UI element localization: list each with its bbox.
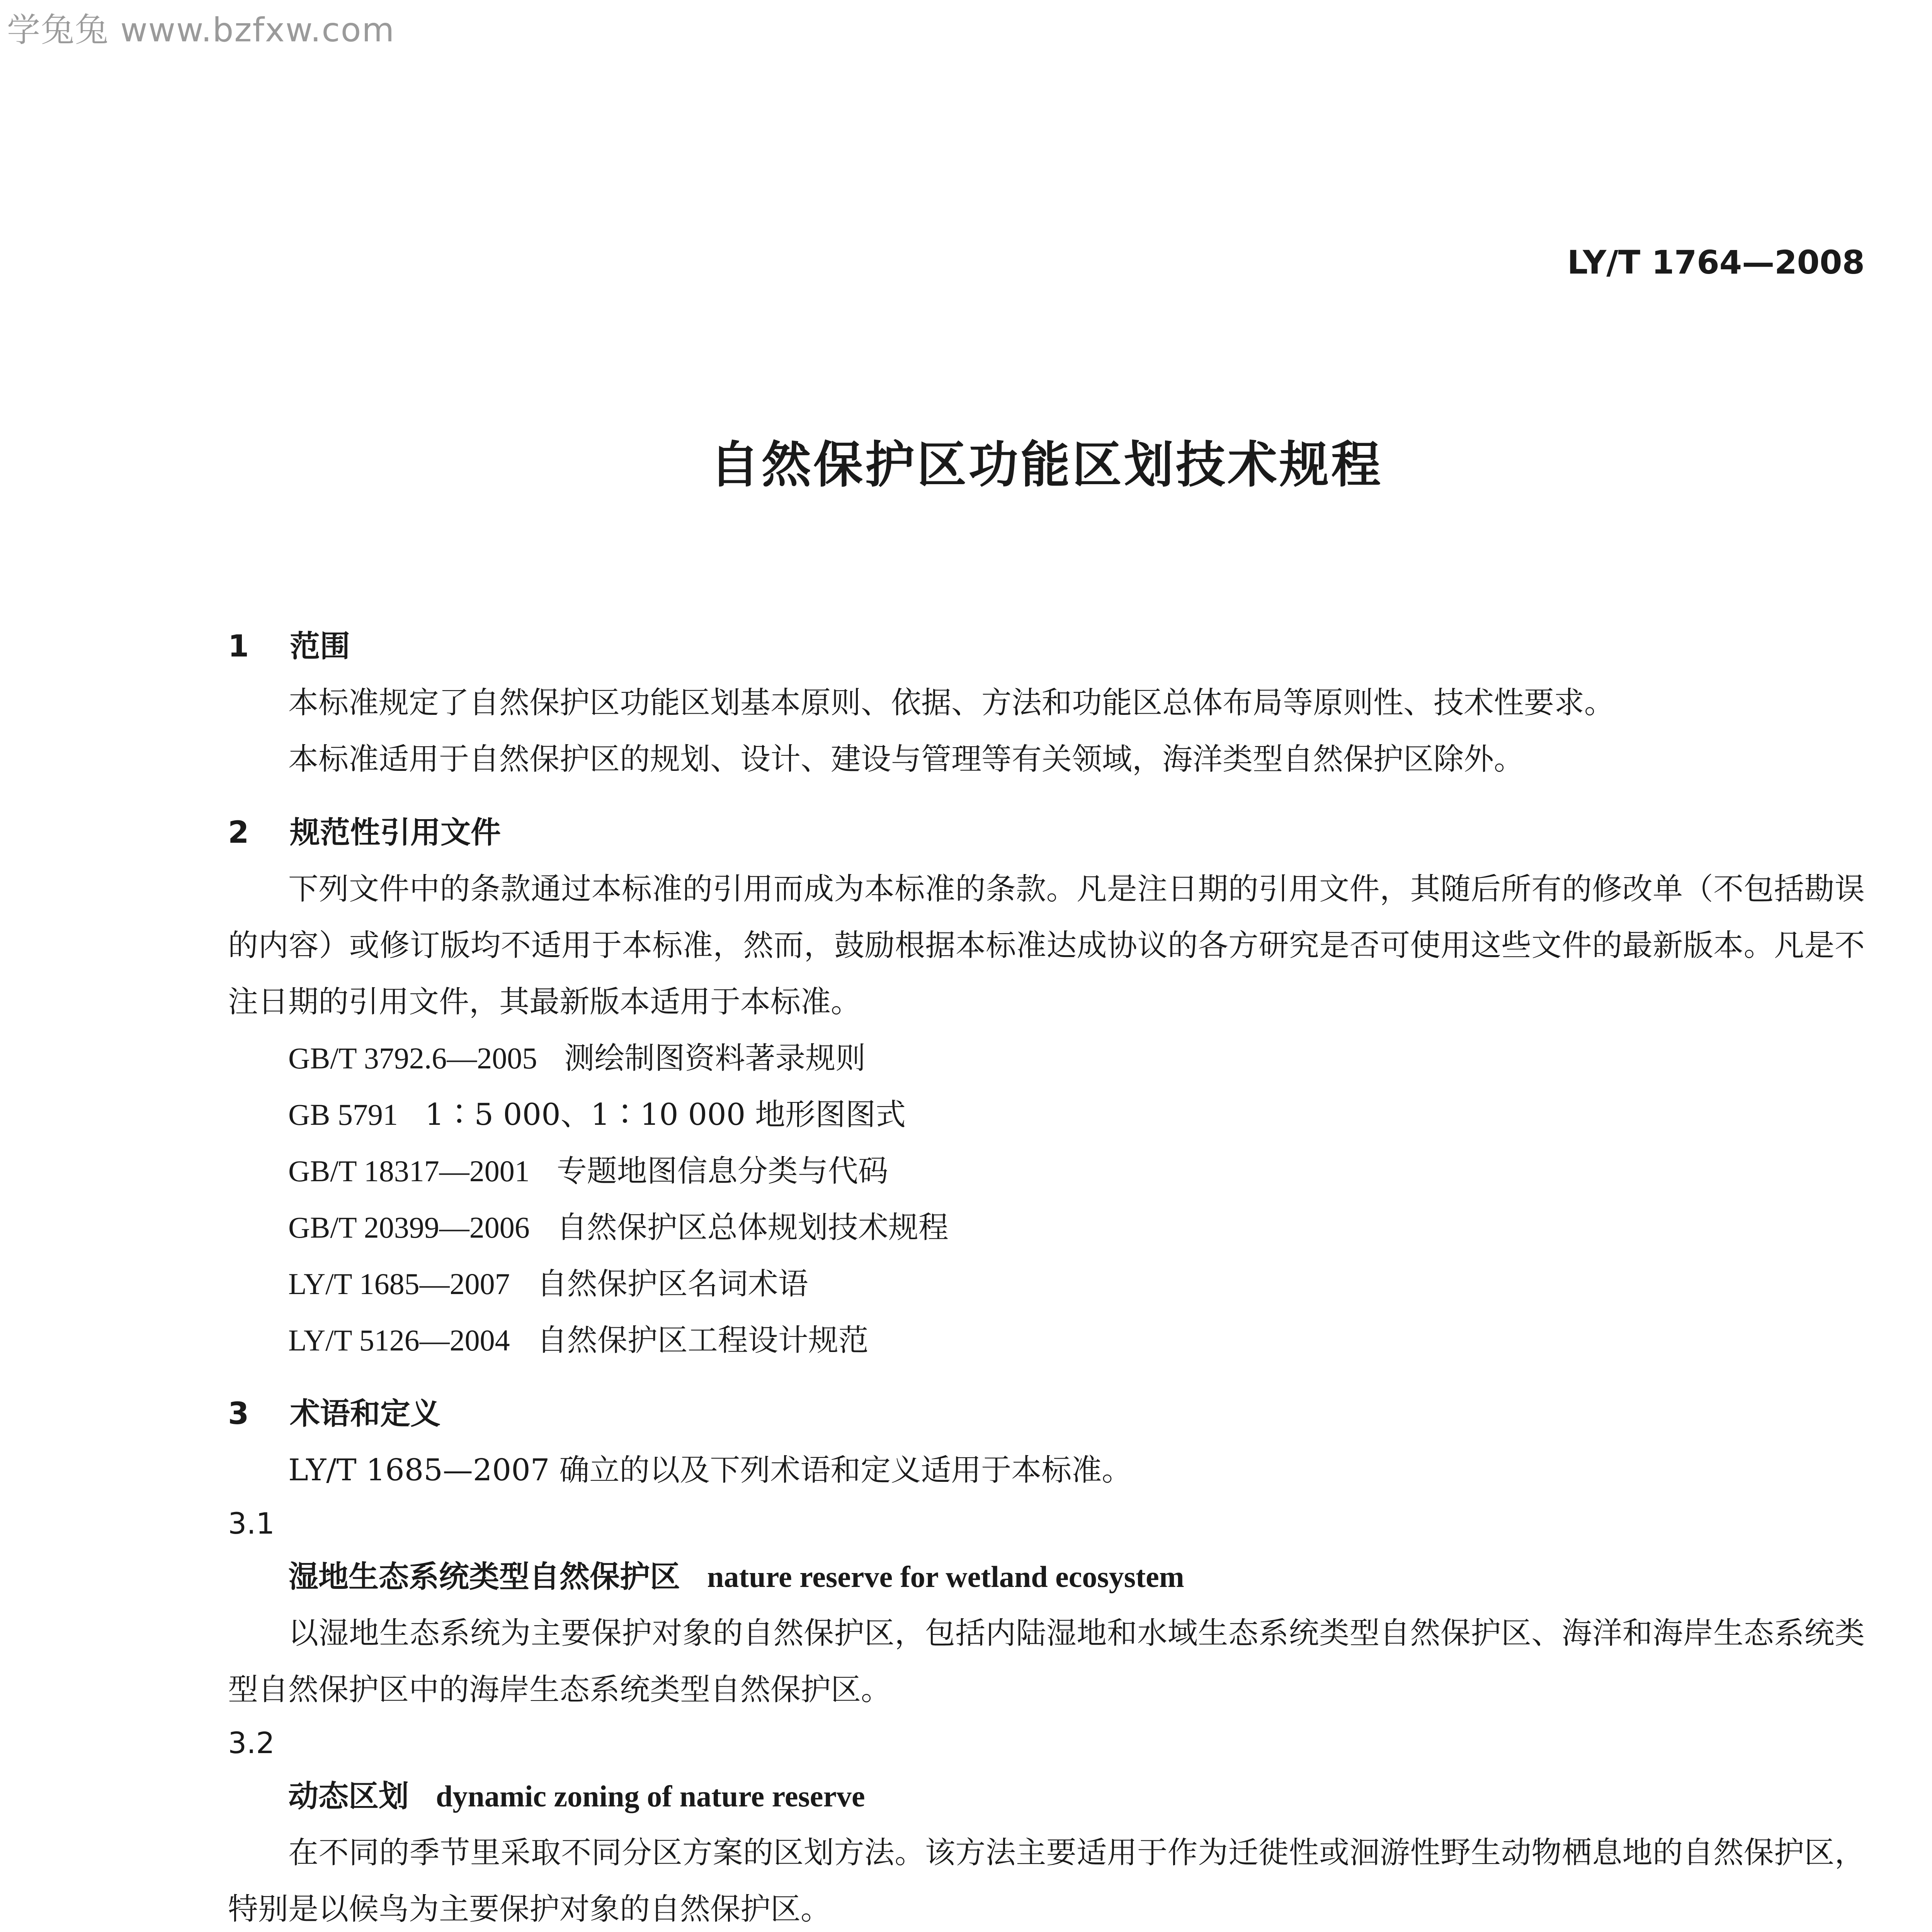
term-definition: 以湿地生态系统为主要保护对象的自然保护区，包括内陆湿地和水域生态系统类型自然保护区、海洋和海岸生态系统类型自然保护区中的海岸生态系统类型自然保护区。 bbox=[228, 1616, 1865, 1707]
term-definition: 在不同的季节里采取不同分区方案的区划方法。该方法主要适用于作为迁徙性或洄游性野生动物栖息地的自然保护区，特别是以候鸟为主要保护对象的自然保护区。 bbox=[228, 1835, 1865, 1927]
reference-item bbox=[288, 1199, 1865, 1256]
term-heading bbox=[228, 1768, 1865, 1825]
reference-item bbox=[288, 1143, 1865, 1199]
term-heading bbox=[228, 1549, 1865, 1605]
section-heading-1 bbox=[228, 618, 1865, 675]
reference-title: 测绘制图资料著录规则 bbox=[564, 1041, 866, 1076]
reference-title: 1∶5 000、1∶10 000 地形图图式 bbox=[425, 1097, 906, 1132]
term-english: nature reserve for wetland ecosystem bbox=[707, 1560, 1184, 1594]
section-title: 范围 bbox=[290, 629, 350, 664]
paragraph: 本标准适用于自然保护区的规划、设计、建设与管理等有关领域，海洋类型自然保护区除外。 bbox=[288, 742, 1524, 777]
reference-list bbox=[228, 1030, 1865, 1369]
reference-item bbox=[288, 1030, 1865, 1087]
section-number: 2 bbox=[228, 815, 249, 850]
paragraph: LY/T 1685—2007 确立的以及下列术语和定义适用于本标准。 bbox=[288, 1453, 1132, 1488]
document-body bbox=[228, 618, 1865, 1932]
section-heading-3 bbox=[228, 1386, 1865, 1442]
reference-title: 自然保护区名词术语 bbox=[537, 1267, 808, 1301]
reference-code: GB 5791 bbox=[288, 1098, 398, 1131]
term-number: 3.1 bbox=[228, 1506, 275, 1541]
reference-item bbox=[288, 1256, 1865, 1312]
reference-title: 自然保护区工程设计规范 bbox=[537, 1323, 869, 1358]
term-chinese: 动态区划 bbox=[288, 1779, 409, 1814]
term-number: 3.2 bbox=[228, 1726, 275, 1760]
reference-code: GB/T 3792.6—2005 bbox=[288, 1041, 537, 1075]
reference-code: GB/T 18317—2001 bbox=[288, 1154, 530, 1188]
reference-code: LY/T 5126—2004 bbox=[288, 1323, 510, 1357]
section-title: 术语和定义 bbox=[290, 1396, 441, 1431]
page-title: 自然保护区功能区划技术规程 bbox=[709, 436, 1383, 494]
term-english: dynamic zoning of nature reserve bbox=[436, 1779, 865, 1813]
section-heading-2 bbox=[228, 804, 1865, 861]
reference-code: GB/T 20399—2006 bbox=[288, 1211, 530, 1244]
reference-item bbox=[288, 1087, 1865, 1143]
reference-title: 专题地图信息分类与代码 bbox=[556, 1154, 888, 1189]
reference-title: 自然保护区总体规划技术规程 bbox=[556, 1210, 949, 1245]
standard-code: LY/T 1764—2008 bbox=[1567, 243, 1865, 281]
paragraph: 本标准规定了自然保护区功能区划基本原则、依据、方法和功能区总体布局等原则性、技术性要求。 bbox=[288, 685, 1615, 720]
term-chinese: 湿地生态系统类型自然保护区 bbox=[288, 1560, 680, 1594]
reference-code: LY/T 1685—2007 bbox=[288, 1267, 510, 1301]
watermark: 学兔兔 www.bzfxw.com bbox=[7, 11, 395, 49]
section-title: 规范性引用文件 bbox=[290, 815, 501, 850]
section-number: 1 bbox=[228, 629, 249, 664]
reference-item bbox=[288, 1312, 1865, 1369]
section-number: 3 bbox=[228, 1396, 249, 1431]
paragraph: 下列文件中的条款通过本标准的引用而成为本标准的条款。凡是注日期的引用文件，其随后所有的修改单（不包括勘误的内容）或修订版均不适用于本标准，然而，鼓励根据本标准达成协议的各方研究是否可使用这些文件的最新版本。凡是不注日期的引用文件，其最新版本适用于本标准。 bbox=[228, 872, 1865, 1019]
